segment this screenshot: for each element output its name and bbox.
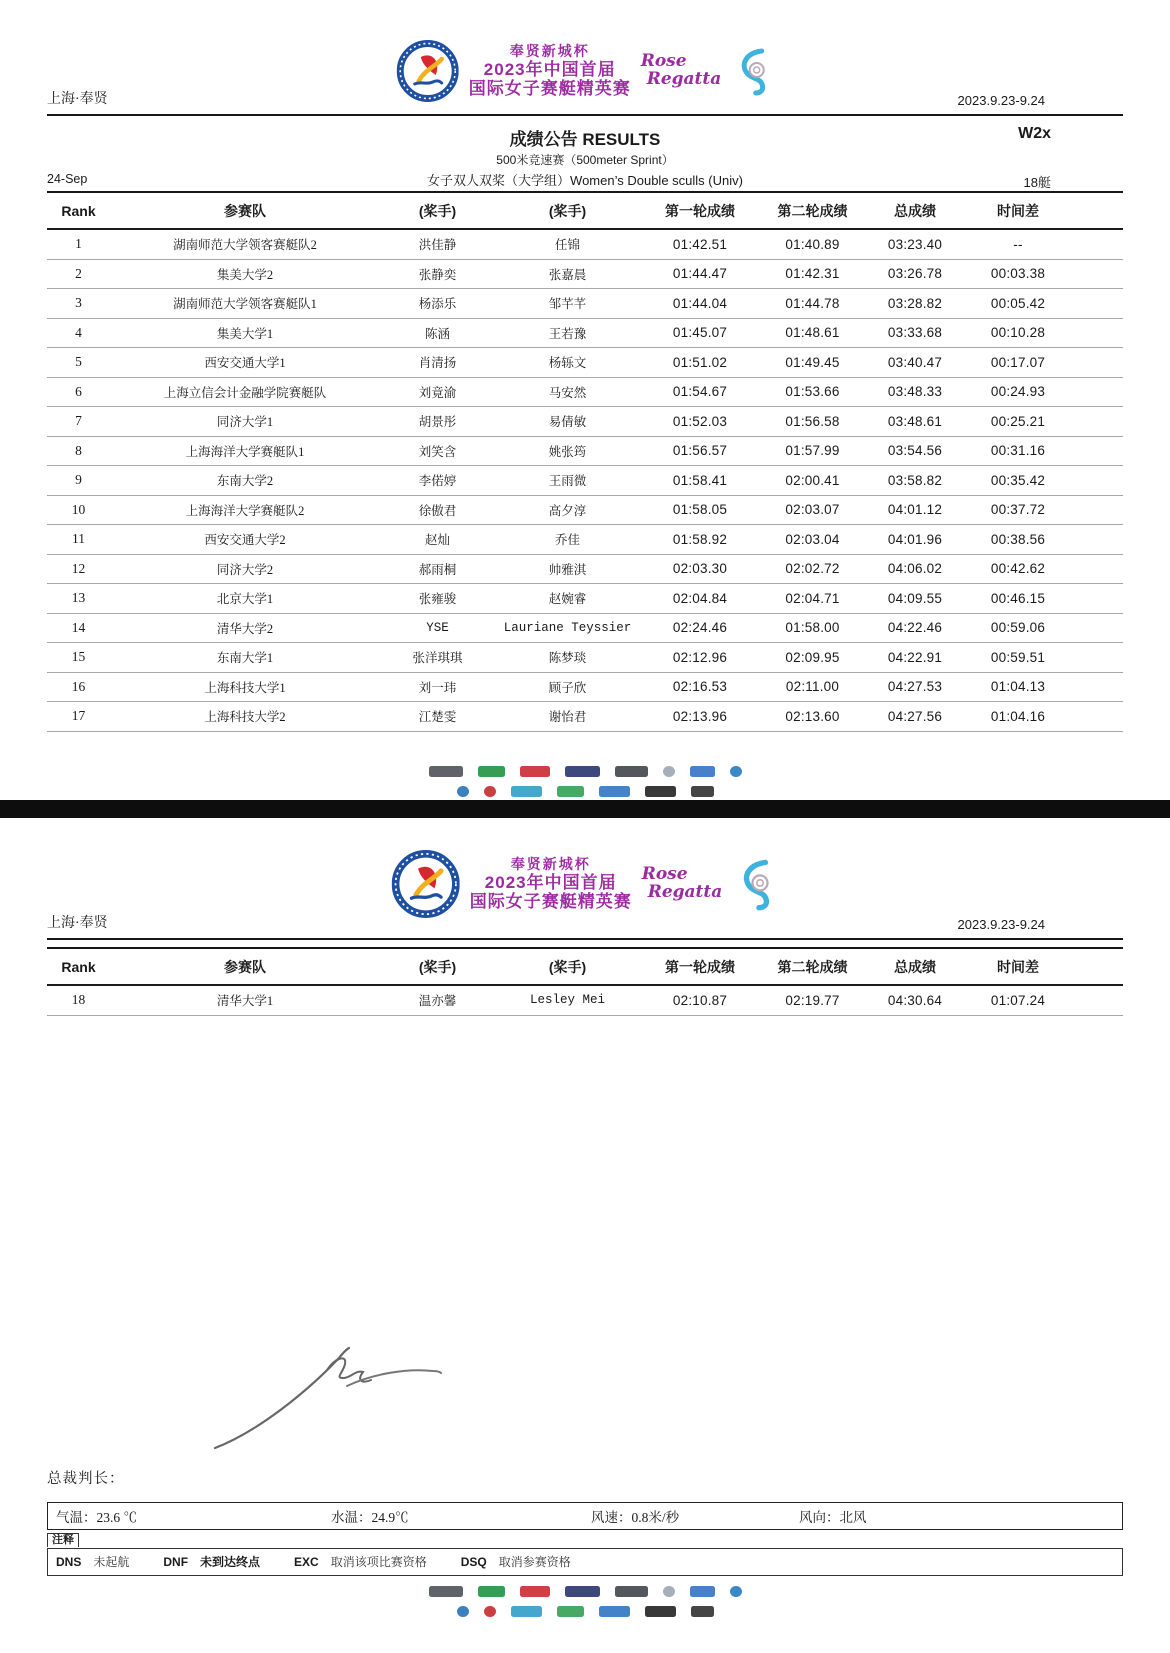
table-row <box>47 554 1123 584</box>
cell: 9 <box>47 466 110 496</box>
table-row <box>47 407 1123 437</box>
cell: 任锦 <box>495 229 640 259</box>
cell: 01:56.58 <box>760 407 865 437</box>
cell: 00:31.16 <box>965 436 1123 466</box>
weather-box <box>47 1502 1123 1530</box>
table-header-row <box>47 948 1123 985</box>
sponsor-logo-blue-x <box>690 766 715 777</box>
cell: 04:27.53 <box>865 672 965 702</box>
sponsor-logo-wubi <box>565 1586 600 1597</box>
sponsor-logo-grey-crest <box>663 766 675 777</box>
results-table-page-1 <box>47 191 1123 732</box>
cell: 北京大学1 <box>110 584 380 614</box>
cell: 7 <box>47 407 110 437</box>
table-row <box>47 613 1123 643</box>
cell: 18 <box>47 985 110 1015</box>
table-row <box>47 702 1123 732</box>
sponsor-logo-red-crest <box>484 786 496 797</box>
cell: 郝雨桐 <box>380 554 495 584</box>
cell: 王雨微 <box>495 466 640 496</box>
results-table-body-page-2 <box>47 985 1123 1015</box>
page-title: 成绩公告 RESULTS <box>509 130 661 149</box>
sponsor-row-1 <box>429 1585 742 1598</box>
cell: 00:35.42 <box>965 466 1123 496</box>
brand-line-1: 奉贤新城杯 <box>510 856 591 873</box>
cell: 清华大学1 <box>110 985 380 1015</box>
race-type: 500米竞速赛（500meter Sprint） <box>496 153 674 167</box>
sponsor-logo-blue-globe-text <box>730 1586 742 1597</box>
results-table-page-2 <box>47 947 1123 1016</box>
cell: 04:30.64 <box>865 985 965 1015</box>
col-round-1: 第一轮成绩 <box>640 948 760 985</box>
sponsor-logo-green-banner <box>478 766 505 777</box>
cell: 02:10.87 <box>640 985 760 1015</box>
notes-box <box>47 1548 1123 1576</box>
col-round-1: 第一轮成绩 <box>640 192 760 229</box>
col-time-gap: 时间差 <box>965 192 1123 229</box>
cell: 04:01.12 <box>865 495 965 525</box>
cell: 同济大学1 <box>110 407 380 437</box>
sponsor-logo-fangxiang-marine <box>615 1586 648 1597</box>
cell: 温亦馨 <box>380 985 495 1015</box>
cell: 03:48.33 <box>865 377 965 407</box>
cell: 西安交通大学2 <box>110 525 380 555</box>
header-rule <box>47 938 1123 940</box>
cell: YSE <box>380 613 495 643</box>
race-date: 24-Sep <box>47 172 88 186</box>
brand-line-3: 国际女子赛艇精英赛 <box>469 892 632 912</box>
cell: 00:42.62 <box>965 554 1123 584</box>
cell: 1 <box>47 229 110 259</box>
cell: 刘一玮 <box>380 672 495 702</box>
cell: 高夕淳 <box>495 495 640 525</box>
sponsor-logo-dark-badge <box>645 1606 676 1617</box>
cell: 6 <box>47 377 110 407</box>
chief-referee-label: 总裁判长： <box>47 1470 125 1487</box>
location-label: 上海·奉贤 <box>47 916 108 931</box>
cell: 02:04.71 <box>760 584 865 614</box>
cell: 17 <box>47 702 110 732</box>
table-row <box>47 348 1123 378</box>
rowing-association-logo-icon <box>397 40 459 102</box>
cell: 02:12.96 <box>640 643 760 673</box>
cell: 03:23.40 <box>865 229 965 259</box>
event-code: W2x <box>1018 125 1051 142</box>
cell: 易倩敏 <box>495 407 640 437</box>
cell: 杨添乐 <box>380 289 495 319</box>
cell: 张洋琪琪 <box>380 643 495 673</box>
cell: 肖清扬 <box>380 348 495 378</box>
cell: 刘竟渝 <box>380 377 495 407</box>
sponsor-row-2 <box>457 1605 714 1618</box>
cell: 02:19.77 <box>760 985 865 1015</box>
event-dates: 2023.9.23-9.24 <box>957 93 1045 108</box>
cell: 04:06.02 <box>865 554 965 584</box>
sponsor-logo-teal-swoosh <box>511 1606 542 1617</box>
cell: 00:17.07 <box>965 348 1123 378</box>
brand-header <box>47 40 1123 110</box>
cell: 03:33.68 <box>865 318 965 348</box>
cell: 01:42.51 <box>640 229 760 259</box>
signature-zone <box>47 1332 1123 1502</box>
cell: 01:44.04 <box>640 289 760 319</box>
cell: -- <box>965 229 1123 259</box>
cell: 赵婉睿 <box>495 584 640 614</box>
note-dsq: DSQ 取消参赛资格 <box>460 1555 571 1569</box>
cell: 01:40.89 <box>760 229 865 259</box>
sponsor-logo-red-crest <box>484 1606 496 1617</box>
brand-line-2: 2023年中国首届 <box>483 59 616 79</box>
location-label: 上海·奉贤 <box>47 92 108 107</box>
cell: 湖南师范大学领客赛艇队2 <box>110 229 380 259</box>
cell: 姚张筠 <box>495 436 640 466</box>
sponsor-logo-calligraphy <box>691 786 714 797</box>
cell: 01:04.16 <box>965 702 1123 732</box>
cell: 03:28.82 <box>865 289 965 319</box>
cell: 04:01.96 <box>865 525 965 555</box>
event-dates: 2023.9.23-9.24 <box>957 917 1045 932</box>
results-table-body-page-1 <box>47 229 1123 731</box>
cell: 帅雅淇 <box>495 554 640 584</box>
cell: 李偌婷 <box>380 466 495 496</box>
brand-line-2: 2023年中国首届 <box>484 872 617 892</box>
sponsor-logo-teal-swoosh <box>511 786 542 797</box>
table-row <box>47 672 1123 702</box>
sponsor-logo-fangxiang-marine <box>615 766 648 777</box>
note-exc: EXC 取消该项比赛资格 <box>294 1555 427 1569</box>
sponsor-logo-blue-globe-text <box>730 766 742 777</box>
sponsor-logo-calligraphy <box>691 1606 714 1617</box>
sponsor-logo-green-banner <box>478 1586 505 1597</box>
cell: 01:56.57 <box>640 436 760 466</box>
table-row <box>47 259 1123 289</box>
cell: 01:48.61 <box>760 318 865 348</box>
cell: 01:58.41 <box>640 466 760 496</box>
sponsor-logo-blue-bank <box>457 1606 469 1617</box>
cell: 3 <box>47 289 110 319</box>
brand-line-1: 奉贤新城杯 <box>509 43 590 60</box>
cell: 01:54.67 <box>640 377 760 407</box>
cell: 01:45.07 <box>640 318 760 348</box>
cell: 15 <box>47 643 110 673</box>
sponsor-logo-blue-auto <box>599 1606 630 1617</box>
cell: 04:22.46 <box>865 613 965 643</box>
rowing-association-logo-icon <box>392 850 460 918</box>
cell: 陈梦琰 <box>495 643 640 673</box>
table-row <box>47 229 1123 259</box>
cell: 马安然 <box>495 377 640 407</box>
sponsor-logo-z-mark <box>557 1606 584 1617</box>
cell: 王若豫 <box>495 318 640 348</box>
cell: 01:58.92 <box>640 525 760 555</box>
cell: 00:10.28 <box>965 318 1123 348</box>
cell: 4 <box>47 318 110 348</box>
results-page-2 <box>0 818 1170 1653</box>
col-round-2: 第二轮成绩 <box>760 192 865 229</box>
cell: Lauriane Teyssier <box>495 613 640 643</box>
cell: 01:53.66 <box>760 377 865 407</box>
cell: 张嘉晨 <box>495 259 640 289</box>
sponsor-logo-blue-auto <box>599 786 630 797</box>
chief-referee-signature <box>197 1340 447 1455</box>
cell: 00:59.51 <box>965 643 1123 673</box>
cell: 集美大学2 <box>110 259 380 289</box>
cell: 01:44.47 <box>640 259 760 289</box>
col-rower-1: (桨手) <box>380 948 495 985</box>
cell: Lesley Mei <box>495 985 640 1015</box>
table-row <box>47 318 1123 348</box>
note-dns: DNS 未起航 <box>56 1555 130 1569</box>
sponsor-logo-blue-bank <box>457 786 469 797</box>
sponsor-row-1 <box>429 765 742 778</box>
cell: 04:22.91 <box>865 643 965 673</box>
cell: 04:27.56 <box>865 702 965 732</box>
cell: 徐傲君 <box>380 495 495 525</box>
cell: 上海海洋大学赛艇队1 <box>110 436 380 466</box>
cell: 00:38.56 <box>965 525 1123 555</box>
table-row <box>47 525 1123 555</box>
wind-direction: 风向：北风 <box>799 1509 867 1525</box>
swan-rose-icon <box>731 45 773 97</box>
col-round-2: 第二轮成绩 <box>760 948 865 985</box>
cell: 11 <box>47 525 110 555</box>
cell: 陈涵 <box>380 318 495 348</box>
col-total: 总成绩 <box>865 948 965 985</box>
brand-line-3: 国际女子赛艇精英赛 <box>468 79 631 99</box>
sponsor-logo-z-mark <box>557 786 584 797</box>
table-row <box>47 466 1123 496</box>
table-row <box>47 289 1123 319</box>
cell: 邹芊芊 <box>495 289 640 319</box>
cell: 02:24.46 <box>640 613 760 643</box>
sponsor-logo-jinling-sports <box>429 1586 463 1597</box>
results-page-1 <box>0 0 1170 800</box>
cell: 西安交通大学1 <box>110 348 380 378</box>
cell: 同济大学2 <box>110 554 380 584</box>
cell: 张静奕 <box>380 259 495 289</box>
cell: 13 <box>47 584 110 614</box>
table-header-row <box>47 192 1123 229</box>
cell: 胡景彤 <box>380 407 495 437</box>
cell: 01:58.05 <box>640 495 760 525</box>
cell: 03:40.47 <box>865 348 965 378</box>
cell: 清华大学2 <box>110 613 380 643</box>
cell: 00:37.72 <box>965 495 1123 525</box>
cell: 江楚雯 <box>380 702 495 732</box>
cell: 03:48.61 <box>865 407 965 437</box>
cell: 杨轹文 <box>495 348 640 378</box>
cell: 03:26.78 <box>865 259 965 289</box>
cell: 顾子欣 <box>495 672 640 702</box>
cell: 14 <box>47 613 110 643</box>
sponsor-strip-page-1 <box>47 765 1123 798</box>
brand-header-page-2 <box>47 842 1123 934</box>
cell: 上海科技大学1 <box>110 672 380 702</box>
col-time-gap: 时间差 <box>965 948 1123 985</box>
cell: 赵灿 <box>380 525 495 555</box>
air-temperature: 气温：23.6 ℃ <box>56 1509 137 1525</box>
sponsor-logo-grey-crest <box>663 1586 675 1597</box>
sponsor-logo-red-mark <box>520 1586 550 1597</box>
col-rower-1: (桨手) <box>380 192 495 229</box>
sponsor-logo-jinling-sports <box>429 766 463 777</box>
cell: 01:44.78 <box>760 289 865 319</box>
cell: 02:11.00 <box>760 672 865 702</box>
cell: 01:07.24 <box>965 985 1123 1015</box>
cell: 洪佳静 <box>380 229 495 259</box>
table-row <box>47 377 1123 407</box>
cell: 东南大学2 <box>110 466 380 496</box>
wind-speed: 风速：0.8米/秒 <box>591 1509 680 1525</box>
event-name: 女子双人双桨（大学组）Women’s Double sculls (Univ) <box>427 173 743 188</box>
cell: 02:16.53 <box>640 672 760 702</box>
sponsor-logo-dark-badge <box>645 786 676 797</box>
swan-rose-icon <box>732 856 778 912</box>
page-divider <box>0 800 1170 818</box>
cell: 8 <box>47 436 110 466</box>
cell: 乔佳 <box>495 525 640 555</box>
cell: 02:03.07 <box>760 495 865 525</box>
cell: 谢怡君 <box>495 702 640 732</box>
cell: 04:09.55 <box>865 584 965 614</box>
cell: 02:03.04 <box>760 525 865 555</box>
table-row <box>47 584 1123 614</box>
table-row <box>47 643 1123 673</box>
rose-regatta-wordmark: Rose Regatta <box>641 864 723 902</box>
rose-regatta-wordmark: Rose Regatta <box>640 51 722 89</box>
col-team: 参赛队 <box>110 948 380 985</box>
table-row <box>47 985 1123 1015</box>
note-dnf: DNF 未到达终点 <box>163 1555 261 1569</box>
col-total: 总成绩 <box>865 192 965 229</box>
col-team: 参赛队 <box>110 192 380 229</box>
cell: 00:59.06 <box>965 613 1123 643</box>
col-rower-2: (桨手) <box>495 948 640 985</box>
cell: 东南大学1 <box>110 643 380 673</box>
col-rank: Rank <box>47 948 110 985</box>
sponsor-logo-wubi <box>565 766 600 777</box>
sponsor-row-2 <box>457 785 714 798</box>
cell: 张雍骏 <box>380 584 495 614</box>
boat-count: 18艇 <box>1023 175 1051 190</box>
cell: 00:24.93 <box>965 377 1123 407</box>
cell: 集美大学1 <box>110 318 380 348</box>
cell: 02:09.95 <box>760 643 865 673</box>
cell: 12 <box>47 554 110 584</box>
header-rule <box>47 114 1123 116</box>
cell: 02:02.72 <box>760 554 865 584</box>
cell: 10 <box>47 495 110 525</box>
sponsor-logo-red-mark <box>520 766 550 777</box>
cell: 03:58.82 <box>865 466 965 496</box>
cell: 01:57.99 <box>760 436 865 466</box>
cell: 02:04.84 <box>640 584 760 614</box>
col-rank: Rank <box>47 192 110 229</box>
cell: 00:05.42 <box>965 289 1123 319</box>
cell: 湖南师范大学领客赛艇队1 <box>110 289 380 319</box>
cell: 01:58.00 <box>760 613 865 643</box>
cell: 01:42.31 <box>760 259 865 289</box>
cell: 16 <box>47 672 110 702</box>
cell: 上海海洋大学赛艇队2 <box>110 495 380 525</box>
table-row <box>47 436 1123 466</box>
sponsor-logo-blue-x <box>690 1586 715 1597</box>
table-row <box>47 495 1123 525</box>
cell: 2 <box>47 259 110 289</box>
cell: 00:46.15 <box>965 584 1123 614</box>
water-temperature: 水温：24.9℃ <box>331 1509 409 1525</box>
cell: 01:52.03 <box>640 407 760 437</box>
cell: 01:04.13 <box>965 672 1123 702</box>
cell: 02:03.30 <box>640 554 760 584</box>
cell: 02:13.60 <box>760 702 865 732</box>
cell: 上海立信会计金融学院赛艇队 <box>110 377 380 407</box>
cell: 00:25.21 <box>965 407 1123 437</box>
cell: 02:13.96 <box>640 702 760 732</box>
col-rower-2: (桨手) <box>495 192 640 229</box>
sponsor-strip-page-2 <box>47 1585 1123 1618</box>
cell: 01:49.45 <box>760 348 865 378</box>
cell: 上海科技大学2 <box>110 702 380 732</box>
cell: 03:54.56 <box>865 436 965 466</box>
cell: 刘笑含 <box>380 436 495 466</box>
cell: 00:03.38 <box>965 259 1123 289</box>
cell: 02:00.41 <box>760 466 865 496</box>
cell: 5 <box>47 348 110 378</box>
cell: 01:51.02 <box>640 348 760 378</box>
notes-label: 注释 <box>47 1533 79 1547</box>
